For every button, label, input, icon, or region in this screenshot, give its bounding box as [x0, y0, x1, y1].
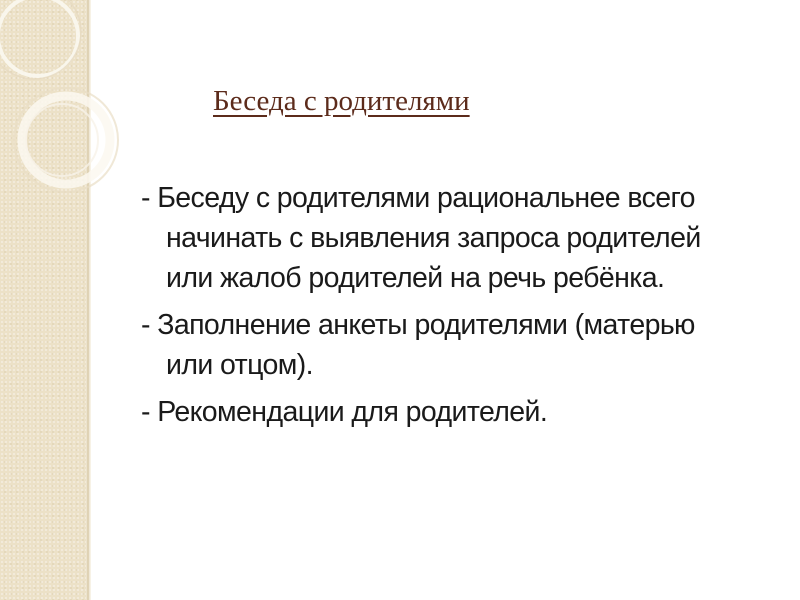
- slide-body-list: [141, 178, 731, 439]
- slide-title: Беседа с родителями: [213, 85, 470, 117]
- decorative-rings-icon: [0, 0, 110, 220]
- list-item-questionnaire: - Заполнение анкеты родителями (матерью или отцом).: [141, 309, 695, 381]
- list-item-recommendations: - Рекомендации для родителей.: [141, 396, 548, 428]
- list-item-conversation-start: - Беседу с родителями рациональнее всего начинать с выявления запроса родителей или жалоб родителей на речь ребёнка.: [141, 182, 701, 294]
